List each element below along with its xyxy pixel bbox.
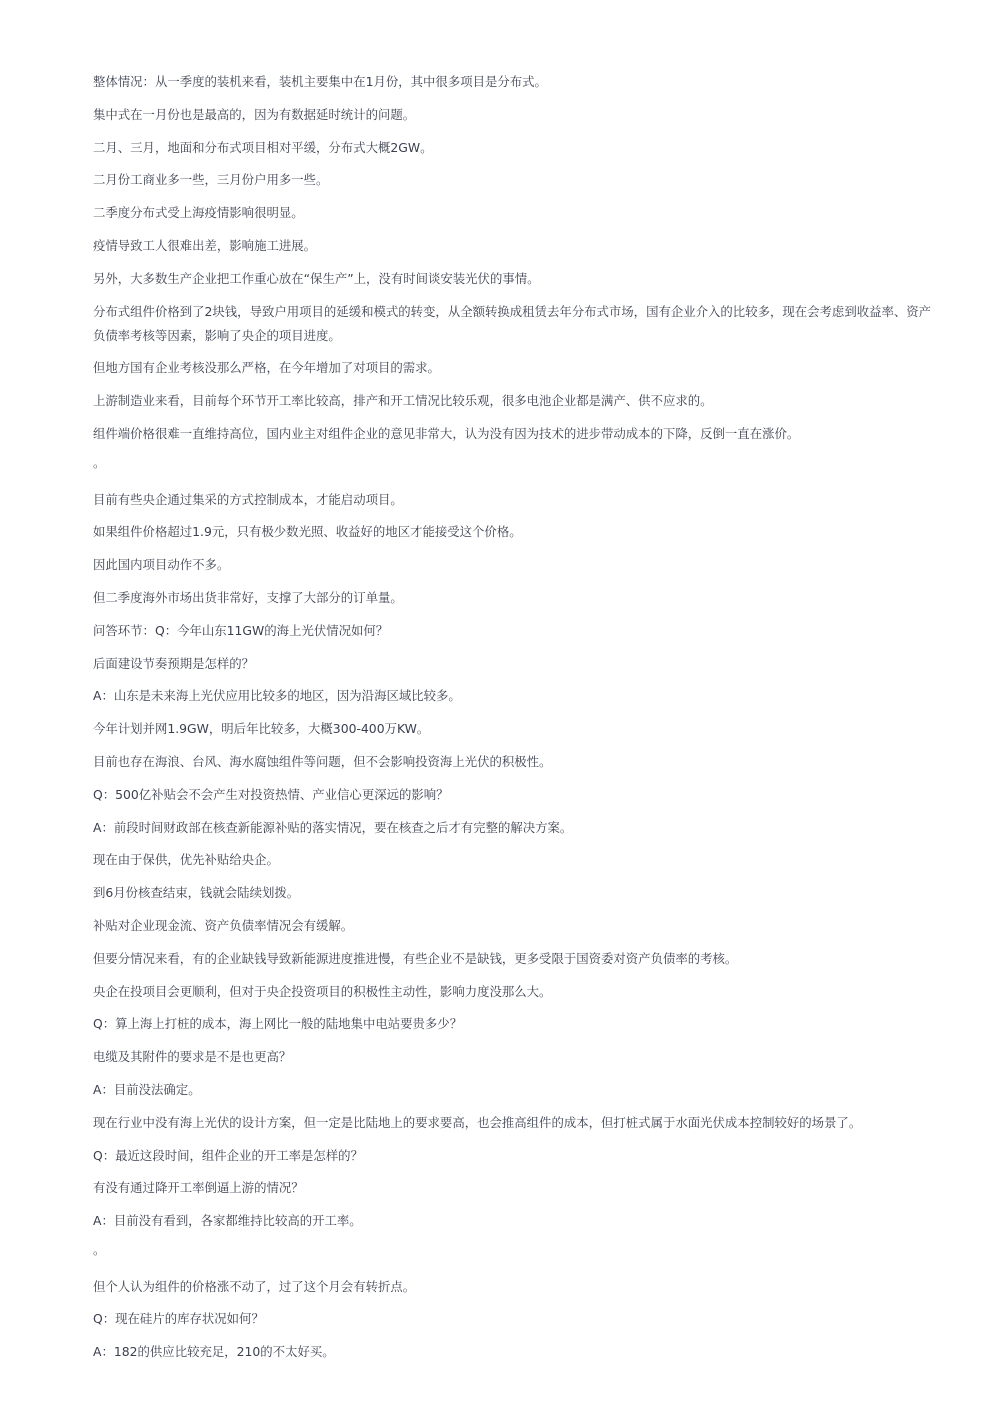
paragraph-utilization-question: Q：最近这段时间，组件企业的开工率是怎样的？ xyxy=(93,1147,363,1163)
paragraph-june-review: 到6月份核查结束，钱就会陆续划拨。 xyxy=(93,885,300,901)
paragraph-q2-shanghai: 二季度分布式受上海疫情影响很明显。 xyxy=(93,205,304,221)
paragraph-offshore-cost-question: Q：算上海上打桩的成本，海上网比一般的陆地集中电站要贵多少？ xyxy=(93,1016,463,1032)
paragraph-qa-shandong-question: 问答环节：Q：今年山东11GW的海上光伏情况如何？ xyxy=(93,622,389,638)
paragraph-module-price-high: 组件端价格很难一直维持高位，国内业主对组件企业的意见非常大，认为没有因为技术的进步带动成本的下降，反倒一直在涨价。 xyxy=(93,425,800,441)
paragraph-module-price-distributed: 分布式组件价格到了2块钱，导致户用项目的延缓和模式的转变，从全额转换成租赁去年分布式市场，国有企业介入的比较多，现在会考虑到收益率、资产负债率考核等因素，影响了央企的项目进度。 xyxy=(93,303,932,343)
paragraph-separator: 。 xyxy=(93,454,106,470)
paragraph-wafer-inventory-answer: A：182的供应比较充足，210的不太好买。 xyxy=(93,1344,335,1360)
paragraph-offshore-risks: 目前也存在海浪、台风、海水腐蚀组件等问题，但不会影响投资海上光伏的积极性。 xyxy=(93,753,552,769)
paragraph-domestic-projects: 因此国内项目动作不多。 xyxy=(93,557,230,573)
paragraph-local-soe: 但地方国有企业考核没那么严格，在今年增加了对项目的需求。 xyxy=(93,360,440,376)
paragraph-cost-answer: A：目前没法确定。 xyxy=(93,1081,201,1097)
paragraph-centralized-january: 集中式在一月份也是最高的，因为有数据延时统计的问题。 xyxy=(93,106,416,122)
paragraph-shandong-answer: A：山东是未来海上光伏应用比较多的地区，因为沿海区域比较多。 xyxy=(93,688,461,704)
paragraph-upstream-manufacturing: 上游制造业来看，目前每个环节开工率比较高，排产和开工情况比较乐观，很多电池企业都是满产、供不应求的。 xyxy=(93,393,713,409)
paragraph-cable-question: 电缆及其附件的要求是不是也更高？ xyxy=(93,1049,292,1065)
paragraph-price-turning-point: 但个人认为组件的价格涨不动了，过了这个月会有转折点。 xyxy=(93,1278,416,1294)
paragraph-subsidy-answer: A：前段时间财政部在核查新能源补贴的落实情况，要在核查之后才有完整的解决方案。 xyxy=(93,819,573,835)
paragraph-central-soe-projects: 央企在投项目会更顺利，但对于央企投资项目的积极性主动性，影响力度没那么大。 xyxy=(93,983,552,999)
paragraph-construction-pace-question: 后面建设节奏预期是怎样的？ xyxy=(93,655,255,671)
paragraph-overview-installation: 整体情况：从一季度的装机来看，装机主要集中在1月份，其中很多项目是分布式。 xyxy=(93,74,547,89)
paragraph-wafer-inventory-question: Q：现在硅片的库存状况如何？ xyxy=(93,1311,264,1327)
paragraph-overseas-market: 但二季度海外市场出货非常好，支撑了大部分的订单量。 xyxy=(93,589,403,605)
paragraph-grid-plan: 今年计划并网1.9GW，明后年比较多，大概300-400万KW。 xyxy=(93,721,430,737)
paragraph-supply-priority: 现在由于保供，优先补贴给央企。 xyxy=(93,852,279,868)
paragraph-feb-march-ground: 二月、三月，地面和分布式项目相对平缓，分布式大概2GW。 xyxy=(93,139,433,155)
paragraph-subsidy-question: Q：500亿补贴会不会产生对投资热情、产业信心更深远的影响？ xyxy=(93,786,449,802)
paragraph-epidemic-workers: 疫情导致工人很难出差，影响施工进展。 xyxy=(93,237,317,253)
paragraph-price-threshold: 如果组件价格超过1.9元，只有极少数光照、收益好的地区才能接受这个价格。 xyxy=(93,524,522,540)
paragraph-design-scheme: 现在行业中没有海上光伏的设计方案，但一定是比陆地上的要求要高，也会推高组件的成本，但打桩式属于水面光伏成本控制较好的场景了。 xyxy=(93,1114,862,1130)
paragraph-separator-2: 。 xyxy=(93,1241,106,1257)
paragraph-production-focus: 另外，大多数生产企业把工作重心放在“保生产”上，没有时间谈安装光伏的事情。 xyxy=(93,270,540,286)
paragraph-case-by-case: 但要分情况来看，有的企业缺钱导致新能源进度推进慢，有些企业不是缺钱，更多受限于国资委对资产负债率的考核。 xyxy=(93,950,738,966)
paragraph-central-procurement: 目前有些央企通过集采的方式控制成本，才能启动项目。 xyxy=(93,491,403,507)
paragraph-upstream-pressure-question: 有没有通过降开工率倒逼上游的情况？ xyxy=(93,1180,304,1196)
paragraph-cash-flow-relief: 补贴对企业现金流、资产负债率情况会有缓解。 xyxy=(93,917,354,933)
paragraph-commercial-residential: 二月份工商业多一些，三月份户用多一些。 xyxy=(93,172,329,188)
paragraph-utilization-answer: A：目前没有看到，各家都维持比较高的开工率。 xyxy=(93,1213,362,1229)
document-body xyxy=(93,70,943,1373)
